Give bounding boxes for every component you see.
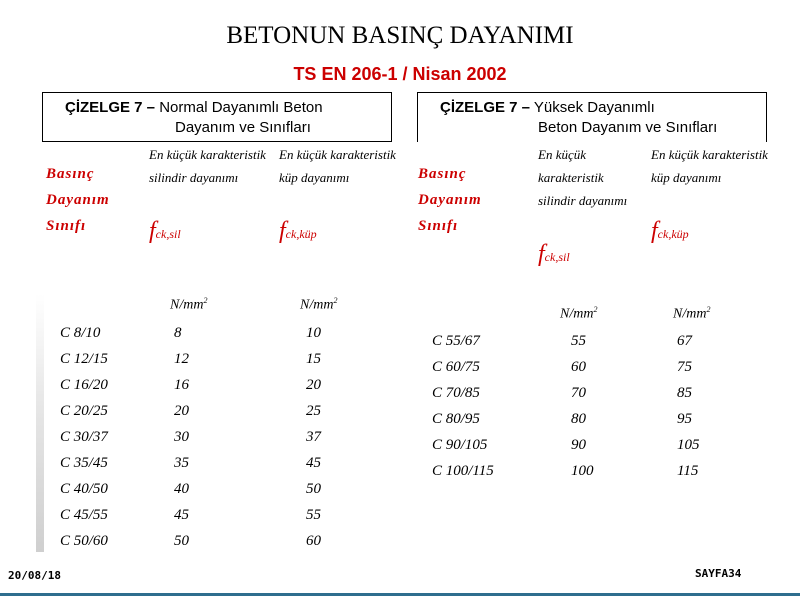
class-cell: C 30/37 — [60, 429, 108, 445]
cube-strength-cell: 50 — [306, 481, 321, 497]
class-cell: C 45/55 — [60, 507, 108, 523]
cylinder-strength-cell: 90 — [571, 437, 586, 453]
cylinder-strength-cell: 35 — [174, 455, 189, 471]
footer-date: 20/08/18 — [8, 569, 61, 582]
cube-strength-cell: 105 — [677, 437, 700, 453]
cylinder-strength-cell: 45 — [174, 507, 189, 523]
class-cell: C 12/15 — [60, 351, 108, 367]
class-cell: C 50/60 — [60, 533, 108, 549]
class-cell: C 16/20 — [60, 377, 108, 393]
class-cell: C 100/115 — [432, 463, 494, 479]
class-cell: C 20/25 — [60, 403, 108, 419]
cylinder-strength-cell: 50 — [174, 533, 189, 549]
class-cell: C 80/95 — [432, 411, 480, 427]
cylinder-strength-cell: 20 — [174, 403, 189, 419]
left-col1-symbol: fck,sil — [149, 218, 181, 244]
cylinder-strength-cell: 100 — [571, 463, 594, 479]
cylinder-strength-cell: 8 — [174, 325, 182, 341]
left-unit-col2: $N/mm^2$ — [300, 296, 338, 313]
standard-subtitle: TS EN 206-1 / Nisan 2002 — [293, 64, 507, 84]
left-label-basinc: Basınç — [46, 166, 95, 182]
left-col2-description: En küçük karakteristik küp dayanımı — [279, 147, 396, 185]
cube-strength-cell: 60 — [306, 533, 321, 549]
cube-strength-cell: 37 — [306, 429, 321, 445]
right-caption-line2: Beton Dayanım ve Sınıfları — [538, 119, 718, 136]
cylinder-strength-cell: 55 — [571, 333, 586, 349]
class-cell: C 8/10 — [60, 325, 101, 341]
right-col2-description: En küçük karakteristik küp dayanımı — [651, 147, 768, 185]
left-caption-rest: Normal Dayanımlı Beton — [155, 99, 323, 116]
cube-strength-cell: 55 — [306, 507, 321, 523]
cube-strength-cell: 45 — [306, 455, 321, 471]
cube-strength-cell: 25 — [306, 403, 321, 419]
cylinder-strength-cell: 16 — [174, 377, 189, 393]
left-label-sinifi: Sınıfı — [46, 218, 87, 234]
right-caption-bold: ÇİZELGE 7 – — [440, 99, 531, 116]
page-title: BETONUN BASINÇ DAYANIMI — [226, 22, 574, 49]
cylinder-strength-cell: 30 — [174, 429, 189, 445]
cube-strength-cell: 95 — [677, 411, 692, 427]
class-cell: C 40/50 — [60, 481, 108, 497]
right-table-caption — [417, 92, 767, 142]
right-caption-rest: Yüksek Dayanımlı — [530, 99, 655, 116]
left-unit-col1: $N/mm^2$ — [170, 296, 208, 313]
right-col1-symbol: fck,sil — [538, 241, 570, 267]
footer-page-number: SAYFA34 — [695, 567, 742, 580]
left-label-dayanim: Dayanım — [46, 192, 110, 208]
cylinder-strength-cell: 12 — [174, 351, 189, 367]
class-cell: C 55/67 — [432, 333, 480, 349]
right-label-basinc: Basınç — [418, 166, 467, 182]
left-table-caption — [42, 92, 392, 142]
cube-strength-cell: 20 — [306, 377, 321, 393]
cube-strength-cell: 85 — [677, 385, 692, 401]
right-col1-description: En küçük karakteristik silindir dayanımı — [538, 147, 628, 208]
decorative-gradient-bar — [36, 294, 44, 552]
cylinder-strength-cell: 40 — [174, 481, 189, 497]
cylinder-strength-cell: 70 — [571, 385, 586, 401]
cube-strength-cell: 15 — [306, 351, 321, 367]
right-label-dayanim: Dayanım — [418, 192, 482, 208]
left-col2-symbol: fck,küp — [279, 218, 317, 244]
cube-strength-cell: 115 — [677, 463, 699, 479]
cube-strength-cell: 75 — [677, 359, 692, 375]
left-caption-line2: Dayanım ve Sınıfları — [175, 119, 311, 136]
class-cell: C 70/85 — [432, 385, 480, 401]
left-caption-bold: ÇİZELGE 7 – — [65, 99, 156, 116]
right-unit-col1: $N/mm^2$ — [560, 305, 598, 322]
class-cell: C 35/45 — [60, 455, 108, 471]
cylinder-strength-cell: 80 — [571, 411, 586, 427]
cube-strength-cell: 67 — [677, 333, 692, 349]
cylinder-strength-cell: 60 — [571, 359, 586, 375]
cube-strength-cell: 10 — [306, 325, 321, 341]
footer-divider — [0, 593, 800, 596]
class-cell: C 90/105 — [432, 437, 488, 453]
right-col2-symbol: fck,küp — [651, 218, 689, 244]
class-cell: C 60/75 — [432, 359, 480, 375]
left-col1-description: En küçük karakteristik silindir dayanımı — [149, 147, 266, 185]
right-label-sinifi: Sınıfı — [418, 218, 459, 234]
right-unit-col2: $N/mm^2$ — [673, 305, 711, 322]
